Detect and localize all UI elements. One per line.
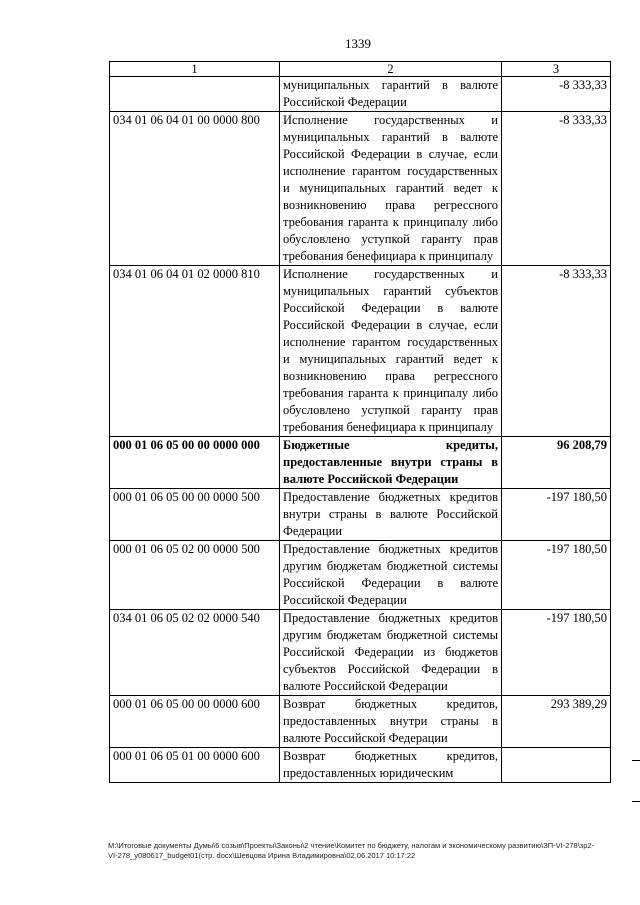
item-description: Возврат бюджетных кредитов, предоставленных внутри страны в валюте Российской Федерации — [280, 696, 502, 748]
amount — [502, 748, 611, 783]
table-row — [110, 112, 611, 266]
table-row — [110, 77, 611, 112]
budget-code: 034 01 06 04 01 02 0000 810 — [110, 266, 280, 437]
amount: -8 333,33 — [502, 112, 611, 266]
budget-code: 034 01 06 04 01 00 0000 800 — [110, 112, 280, 266]
table-row — [110, 610, 611, 696]
budget-code: 000 01 06 05 00 00 0000 000 — [110, 437, 280, 489]
item-description: Предоставление бюджетных кредитов другим бюджетам бюджетной системы Российской Федерации из бюджетов субъектов Российской Федерации в валюте Российской Федерации — [280, 610, 502, 696]
margin-mark — [632, 801, 640, 802]
file-path-footer: М:\Итоговые документы Думы\6 созыв\Проекты\Законы\2 чтение\Комитет по бюджету, налогам и экономическому развитию\ЗП-VI-278\зр2-VI-278_у080617_budget01(стр. docx\Шевцова Ирина Владимировна\02.06.2017 10:17:22 — [108, 841, 595, 860]
budget-sources-table — [109, 61, 611, 783]
budget-code: 000 01 06 05 02 00 0000 500 — [110, 541, 280, 610]
budget-code: 000 01 06 05 01 00 0000 600 — [110, 748, 280, 783]
budget-code: 034 01 06 05 02 02 0000 540 — [110, 610, 280, 696]
column-number-1: 1 — [110, 62, 280, 77]
amount: 293 389,29 — [502, 696, 611, 748]
column-number-row — [110, 62, 611, 77]
item-description: Исполнение государственных и муниципальных гарантий субъектов Российской Федерации в валюте Российской Федерации в случае, если исполнение гарантом государственных и муниципальных гарантий ведет к возникновению права регрессного требования гаранта к принципалу либо обусловлено уступкой гаранту прав требования бенефициара к принципалу — [280, 266, 502, 437]
amount: -197 180,50 — [502, 489, 611, 541]
budget-code: 000 01 06 05 00 00 0000 600 — [110, 696, 280, 748]
amount: -197 180,50 — [502, 610, 611, 696]
table-row — [110, 696, 611, 748]
item-description: Предоставление бюджетных кредитов другим бюджетам бюджетной системы Российской Федерации в валюте Российской Федерации — [280, 541, 502, 610]
column-number-2: 2 — [280, 62, 502, 77]
budget-code — [110, 77, 280, 112]
budget-code: 000 01 06 05 00 00 0000 500 — [110, 489, 280, 541]
table-row — [110, 489, 611, 541]
item-description: Исполнение государственных и муниципальных гарантий в валюте Российской Федерации в случае, если исполнение гарантом государственных и муниципальных гарантий ведет к возникновению права регрессного требования гаранта к принципалу либо обусловлено уступкой гаранту прав требования бенефициара к принципалу — [280, 112, 502, 266]
table-row-total — [110, 437, 611, 489]
table-row — [110, 541, 611, 610]
amount: 96 208,79 — [502, 437, 611, 489]
column-number-3: 3 — [502, 62, 611, 77]
margin-mark — [632, 760, 640, 761]
amount: -8 333,33 — [502, 266, 611, 437]
item-description: Бюджетные кредиты, предоставленные внутри страны в валюте Российской Федерации — [280, 437, 502, 489]
amount: -8 333,33 — [502, 77, 611, 112]
table-row — [110, 266, 611, 437]
page-number: 1339 — [345, 36, 371, 51]
amount: -197 180,50 — [502, 541, 611, 610]
item-description: муниципальных гарантий в валюте Российской Федерации — [280, 77, 502, 112]
item-description: Предоставление бюджетных кредитов внутри страны в валюте Российской Федерации — [280, 489, 502, 541]
item-description: Возврат бюджетных кредитов, предоставленных юридическим — [280, 748, 502, 783]
table-row — [110, 748, 611, 783]
